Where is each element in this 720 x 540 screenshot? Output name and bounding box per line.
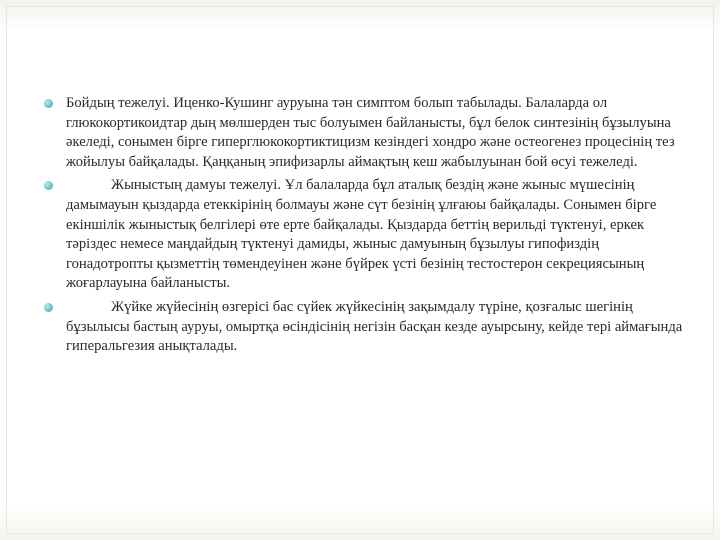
bullet-dot-icon (44, 181, 53, 190)
bullet-item-1 (47, 94, 683, 172)
slide-content (47, 94, 683, 361)
bullet-text-1: Бойдың тежелуі. Иценко-Кушинг ауруына тән симптом болып табылады. Балаларда ол глюкокортикоидтар дың мөлшерден тыс болуымен байланысты, бұл белок синтезінің бұзылуына әкеледі, сонымен бірге гиперглюкокортиктицизм кезіндегі хондро және остеогенез процесінің тез жойылуы байқалады. Қаңқаның эпифизарлы аймақтың кеш жабылуынан бой өсуі тежеледі. (66, 95, 675, 170)
bullet-list (47, 94, 683, 357)
bullet-dot-icon (44, 99, 53, 108)
bullet-item-3 (47, 298, 683, 357)
bullet-text-3: Жүйке жүйесінің өзгерісі бас сүйек жүйкесінің зақымдалу түріне, қозғалыс шегінің бұзылысы бастың ауруы, омыртқа өсіндісінің негізін басқан кезде ауырсыну, кейде тері аймағында гиперальгезия анықталады. (66, 298, 683, 355)
bullet-text-2: Жыныстың дамуы тежелуі. Ұл балаларда бұл аталық бездің және жыныс мүшесінің дамымауын қыздарда етеккірінің болмауы және сүт безінің ұлғаюы байқалады. Сонымен бірге екіншілік жыныстық белгілері өте ерте байқалады. Қыздарда беттің верильді түктенуі, еркек тәріздес немесе маңдайдың түктенуі дамиды, жыныс дамуының бұзылуы гипофиздің гонадотропты қызметтің төмендеуінен және бүйрек үсті безінің тестостерон секрециясының жоғарлауына байланысты. (66, 177, 657, 292)
bullet-item-2 (47, 176, 683, 294)
bullet-dot-icon (44, 303, 53, 312)
